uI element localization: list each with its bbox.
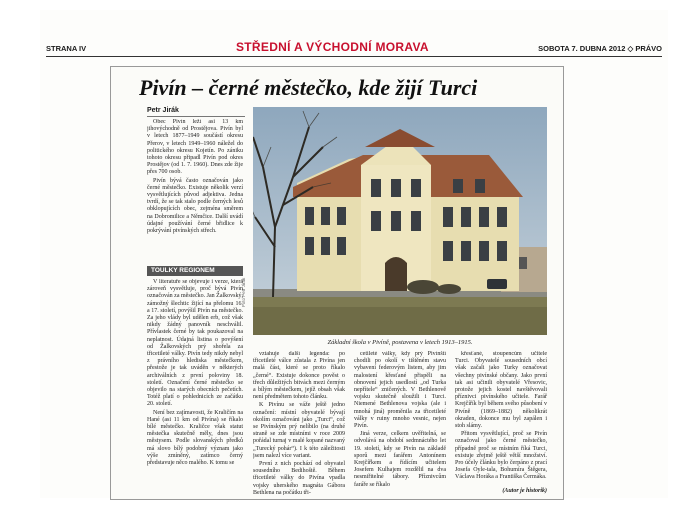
box-heading: TOULKY REGIONEM [147,266,243,276]
body-paragraph: vztahuje další legenda: po třicetileté válce zůstala z Pivína jen malá část, které se proto říkalo „černé“. Existuje dokonce pověst o třech důležitých bitvách mezi černým a bílým městečkem, jejíž obsah však není předmětem tohoto článku. [253,351,345,401]
lead-column [147,119,243,264]
body-paragraph: Jiná verze, celkem uvěřitelná, se odvolává na období sedmnáctého let 19. století, kdy se Pivín na základě sporů mezi farářem Antonínem Krejčířkem a řídícím učitelem Josefem Kulhajem rozdělil na dva nesmiřitelné tábory. Příznivcům faráře se říkalo [354,431,446,488]
body-paragraph: Není bez zajímavosti, že Kraličím na Hané (asi 11 km od Pivína) se říkalo bílé městečko. Kraličce však statut městečka skutečně měly, dnes jsou městysem. Podle slovanských předků má slovo bílý podobný význam jako výše zmíněný, zatímco černý představuje něco malého. K tomu se [147,409,243,467]
author-divider [147,116,245,117]
photo-credit: Foto Petr Jirák [241,277,246,307]
author-note: (Autor je historik) [502,488,547,494]
body-paragraph: V literatuře se objevuje i verze, která zároveň vysvětluje, proč bývá Pivín označován za městečko. Jan Žalkovský, zámožný šlechtic žijící na přelomu 16. a 17. století, povýšil Pivín na městečko. Za jeho vlády byl udělen erb, což však nikdy žádný panovník neschválil. Přívlastek černé by tak poukazoval na neplatnost. Údajná listina o povýšení od Žalkovských prý shořela za třicetileté války. Pivín tedy nikdy nebyl z právního hlediska městečkem, přestože je tak uváděn v některých archiválních z první poloviny 18. století. Označení černé městečko se objevilo na starých obecních pečetích. Totéž platí o pohlednicích ze začátku 20. století. [147,279,243,408]
newspaper-header [46,40,662,57]
body-paragraph: K Pivínu se váže ještě jedno označení: místní obyvatelé bývají okolím označováni jako „Turci“, což se Pivínským prý nelíbilo (na druhé straně se zde místními v roce 2009 pořádal turnaj v malé kopané nazvaný „Turecký pohár“). I k této záležitosti jsem nalezl více variant. [253,402,345,459]
page-label: STRANA IV [46,44,87,53]
school-photo [253,107,547,335]
issue-date: SOBOTA 7. DUBNA 2012 ◇ PRÁVO [538,44,662,53]
article [110,66,564,500]
column-3 [354,351,446,495]
column-4 [455,351,547,495]
article-author: Petr Jirák [147,107,179,114]
article-title: Pivín – černé městečko, kde žijí Turci [139,75,478,100]
body-paragraph: křesťané, stoupencům učitele Turci. Obyvatelé sousedních obcí však začali jako Turky označovat všechny pivínské občany. Jako první tak asi učinili obyvatelé Vřesovic, protože jejich kostel navštěvovali příznivci pivínského učitele. Farář Krejčířík byl během svého působení v Pivíně (1869–1882) několikrát okraden, dokonce mu byl zapálen i stoh slámy. [455,351,547,430]
lead-paragraph: Obec Pivín leží asi 13 km jihovýchodně od Prostějova. Pivín byl v letech 1877–1949 součástí okresu Přerov, v letech 1949–1960 náležel do politického okresu Kojetín. Po zániku tohoto okresu připadl Pivín pod okres Prostějov (od 1. 7. 1960). Dnes zde žije přes 700 osob. [147,119,243,176]
lead-paragraph: Pivín bývá často označován jako černé městečko. Existuje několik verzí vysvětlujících původ adjektiva. Jedna tvrdí, že se tak stalo podle černých lesů obklopujících obec, zejména směrem na Dobromilice a Němčice. Další uvádí údajné používání černé břidlice k pokrývání pivínských střech. [147,177,243,235]
column-1 [147,279,243,495]
section-title: STŘEDNÍ A VÝCHODNÍ MORAVA [236,40,429,54]
body-paragraph: Přitom vysvětlující, proč se Pivín označoval jako černé městečko, případně proč se místním říká Turci, existuje zřejmě ještě větší množství. Pro účely článku bylo čerpáno z prací Josefa Oyle-tala, Bohumíra Štěgera, Václava Horáka a Františka Čermáka. [455,431,547,481]
photo-caption: Základní škola v Pivíně, postavena v letech 1913–1915. [327,339,473,346]
school-building-illustration [253,107,547,335]
body-paragraph: cetileté války, kdy prý Pivínští chodili po okolí v tištěném stavu vybavení federovým listem, aby jim malostení křesťané přispěli na obnovení jejich usedlostí „od Turka nepřítele“ zničených. V Bethlenově vojsku skutečně sloužili i Turci. Niemené Bethlenova vojska (ale i mnohá jiná) proměnila za třicetileté války v ruiny mnoho vesnic, nejen Pivín. [354,351,446,430]
column-2 [253,351,345,495]
body-paragraph: První z nich pochází od obyvatel sousedního Bedihoště. Během třicetileté války do Pivína vpadla vojsky uherského magnáta Gábora Bethlena na počátku tři- [253,461,345,495]
